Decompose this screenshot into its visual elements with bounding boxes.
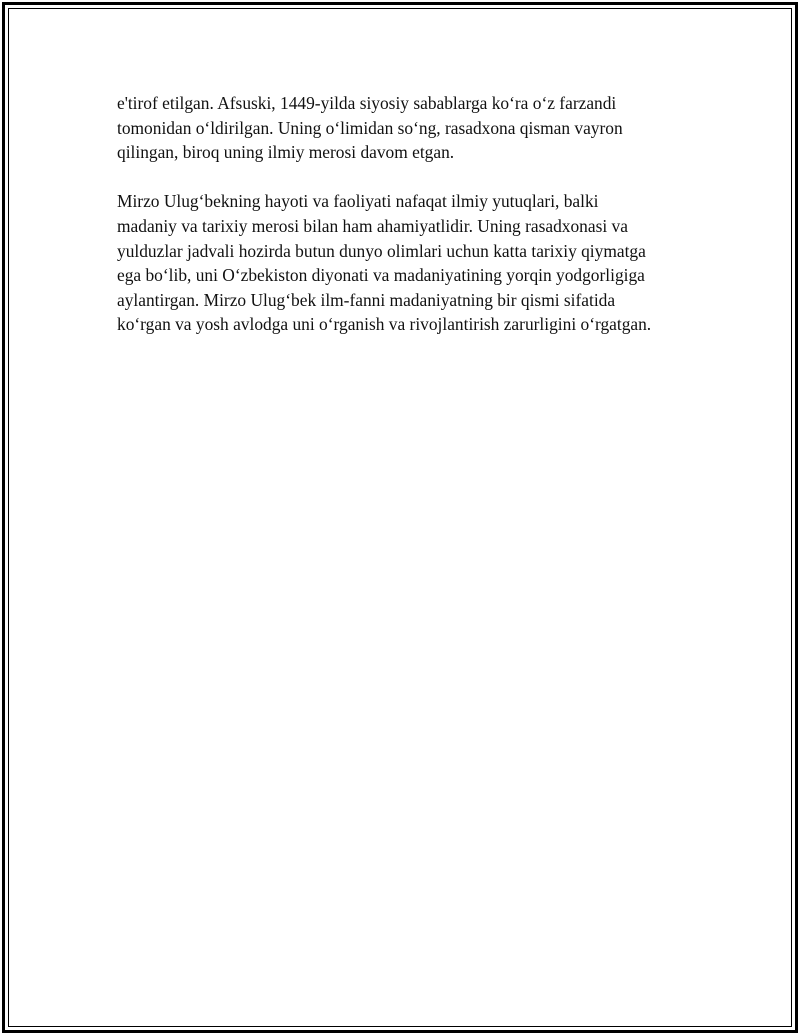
paragraph-line: qilingan, biroq uning ilmiy merosi davom etgan. xyxy=(117,142,455,163)
paragraph-line: yulduzlar jadvali hozirda butun dunyo olimlari uchun katta tarixiy qiymatga xyxy=(117,240,646,261)
paragraph-line: tomonidan o‘ldirilgan. Uning o‘limidan so‘ng, rasadxona qisman vayron xyxy=(117,117,623,138)
paragraph-line: ega bo‘lib, uni O‘zbekiston diyonati va madaniyatining yorqin yodgorligiga xyxy=(117,265,645,286)
paragraph-2 xyxy=(117,189,697,337)
paragraph-line: Mirzo Ulug‘bekning hayoti va faoliyati nafaqat ilmiy yutuqlari, balki xyxy=(117,191,599,212)
paragraph-1 xyxy=(117,91,697,165)
paragraph-line: ko‘rgan va yosh avlodga uni o‘rganish va rivojlantirish zarurligini o‘rgatgan. xyxy=(117,314,652,335)
paragraph-line: e'tirof etilgan. Afsuski, 1449-yilda siyosiy sabablarga ko‘ra o‘z farzandi xyxy=(117,93,617,113)
document-body xyxy=(117,91,697,337)
paragraph-line: aylantirgan. Mirzo Ulug‘bek ilm-fanni madaniyatning bir qismi sifatida xyxy=(117,289,616,310)
paragraph-line: madaniy va tarixiy merosi bilan ham ahamiyatlidir. Uning rasadxonasi va xyxy=(117,215,628,236)
